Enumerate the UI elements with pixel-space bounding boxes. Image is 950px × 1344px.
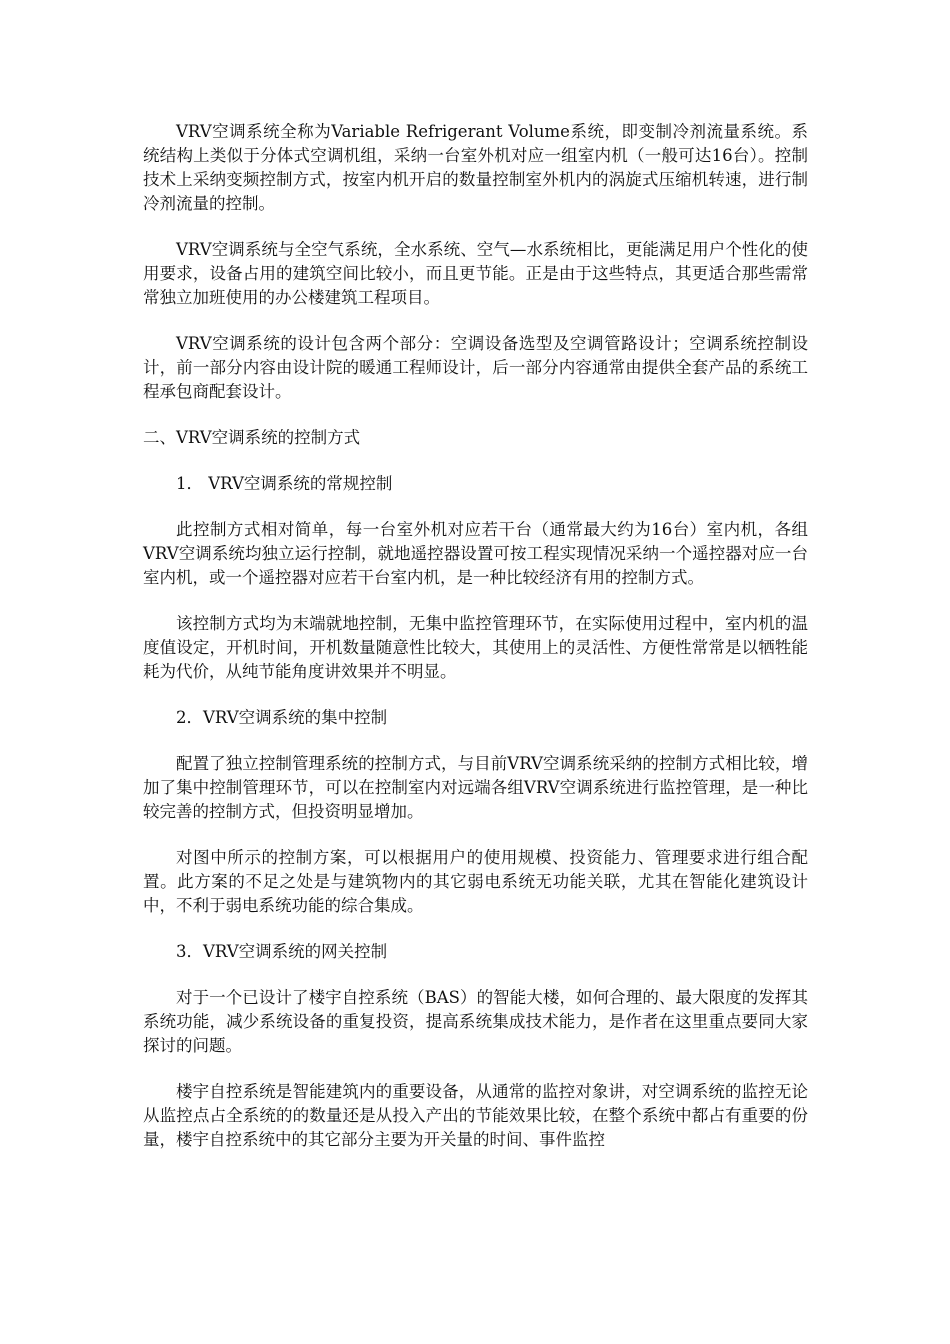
subsection-3-paragraph-2: 楼宇自控系统是智能建筑内的重要设备，从通常的监控对象讲，对空调系统的监控无论从监控点占全系统的的数量还是从投入产出的节能效果比较，在整个系统中都占有重要的份量，楼宇自控系统中的其它部分主要为开关量的时间、事件监控 [143, 1082, 808, 1149]
intro-paragraph-2: VRV空调系统与全空气系统，全水系统、空气—水系统相比，更能满足用户个性化的使用要求，设备占用的建筑空间比较小，而且更节能。正是由于这些特点，其更适合那些需常常独立加班使用的办公楼建筑工程项目。 [143, 240, 808, 307]
subsection-1-paragraph-1: 此控制方式相对简单，每一台室外机对应若干台（通常最大约为16台）室内机，各组VRV空调系统均独立运行控制，就地遥控器设置可按工程实现情况采纳一个遥控器对应一台室内机，或一个遥控器对应若干台室内机，是一种比较经济有用的控制方式。 [143, 520, 808, 587]
intro-paragraph-3: VRV空调系统的设计包含两个部分：空调设备选型及空调管路设计；空调系统控制设计，前一部分内容由设计院的暖通工程师设计，后一部分内容通常由提供全套产品的系统工程承包商配套设计。 [143, 334, 808, 401]
document-body [143, 120, 808, 1174]
subsection-1-paragraph-2: 该控制方式均为末端就地控制，无集中监控管理环节，在实际使用过程中，室内机的温度值设定，开机时间，开机数量随意性比较大，其使用上的灵活性、方便性常常是以牺牲能耗为代价，从纯节能角度讲效果并不明显。 [143, 614, 808, 681]
subsection-2-paragraph-1: 配置了独立控制管理系统的控制方式，与目前VRV空调系统采纳的控制方式相比较，增加了集中控制管理环节，可以在控制室内对远端各组VRV空调系统进行监控管理，是一种比较完善的控制方式，但投资明显增加。 [143, 754, 808, 821]
subsection-heading-3: 3．VRV空调系统的网关控制 [176, 942, 388, 961]
subsection-heading-1: 1． VRV空调系统的常规控制 [176, 474, 393, 493]
subsection-heading-2: 2．VRV空调系统的集中控制 [176, 708, 388, 727]
intro-paragraph-1: VRV空调系统全称为Variable Refrigerant Volume系统，即变制冷剂流量系统。系统结构上类似于分体式空调机组，采纳一台室外机对应一组室内机（一般可达16台）。控制技术上采纳变频控制方式，按室内机开启的数量控制室外机内的涡旋式压缩机转速，进行制冷剂流量的控制。 [143, 122, 808, 213]
subsection-3-paragraph-1: 对于一个已设计了楼宇自控系统（BAS）的智能大楼，如何合理的、最大限度的发挥其系统功能，减少系统设备的重复投资，提高系统集成技术能力，是作者在这里重点要同大家探讨的问题。 [143, 988, 808, 1055]
subsection-2-paragraph-2: 对图中所示的控制方案，可以根据用户的使用规模、投资能力、管理要求进行组合配置。此方案的不足之处是与建筑物内的其它弱电系统无功能关联，尤其在智能化建筑设计中，不利于弱电系统功能的综合集成。 [143, 848, 808, 915]
section-heading: 二、VRV空调系统的控制方式 [143, 428, 361, 447]
